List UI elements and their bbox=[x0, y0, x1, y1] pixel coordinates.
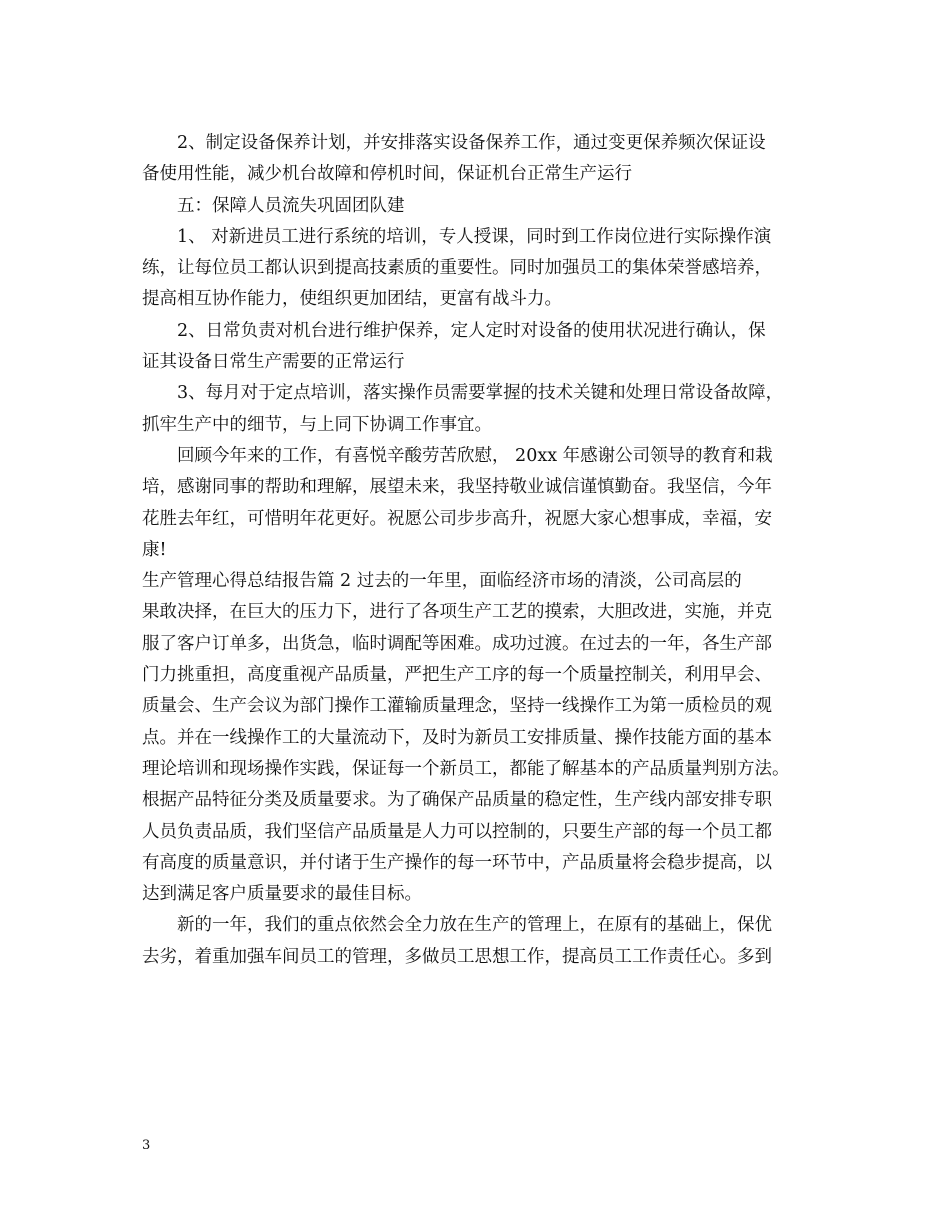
text-line: 备使用性能，减少机台故障和停机时间，保证机台正常生产运行 bbox=[142, 164, 632, 185]
text-line: 抓牢生产中的细节，与上同下协调工作事宜。 bbox=[142, 414, 492, 435]
text-line: 花胜去年红，可惜明年花更好。祝愿公司步步高升，祝愿大家心想事成，幸福，安 bbox=[142, 508, 772, 529]
text-line: 去劣，着重加强车间员工的管理，多做员工思想工作，提高员工工作责任心。多到 bbox=[142, 946, 772, 967]
text-line: 提高相互协作能力，使组织更加团结，更富有战斗力。 bbox=[142, 289, 562, 310]
section-heading: 五：保障人员流失巩固团队建 bbox=[177, 195, 405, 216]
text-line: 1、 对新进员工进行系统的培训，专人授课，同时到工作岗位进行实际操作演 bbox=[177, 226, 772, 247]
text-line: 新的一年，我们的重点依然会全力放在生产的管理上，在原有的基础上，保优 bbox=[177, 915, 772, 936]
text-line: 康! bbox=[142, 539, 167, 560]
page-number: 3 bbox=[142, 1138, 151, 1153]
text-line: 理论培训和现场操作实践，保证每一个新员工，都能了解基本的产品质量判别方法。 bbox=[142, 758, 790, 779]
text-line: 培，感谢同事的帮助和理解，展望未来，我坚持敬业诚信谨慎勤奋。我坚信，今年 bbox=[142, 477, 772, 498]
text-line: 质量会、生产会议为部门操作工灌输质量理念，坚持一线操作工为第一质检员的观 bbox=[142, 696, 772, 717]
text-line: 回顾今年来的工作，有喜悦辛酸劳苦欣慰， 20xx 年感谢公司领导的教育和栽 bbox=[177, 445, 773, 466]
text-line: 达到满足客户质量要求的最佳目标。 bbox=[142, 884, 422, 905]
text-line: 2、日常负责对机台进行维护保养，定人定时对设备的使用状况进行确认，保 bbox=[177, 320, 766, 341]
text-line: 服了客户订单多，出货急，临时调配等困难。成功过渡。在过去的一年，各生产部 bbox=[142, 633, 772, 654]
text-line: 2、制定设备保养计划，并安排落实设备保养工作，通过变更保养频次保证设 bbox=[177, 133, 766, 153]
text-line: 门力挑重担，高度重视产品质量，严把生产工序的每一个质量控制关，利用早会、 bbox=[142, 665, 772, 686]
text-line: 3、每月对于定点培训，落实操作员需要掌握的技术关键和处理日常设备故障， bbox=[177, 383, 784, 404]
text-line: 练，让每位员工都认识到提高技素质的重要性。同时加强员工的集体荣誉感培养， bbox=[142, 258, 772, 279]
text-line: 点。并在一线操作工的大量流动下，及时为新员工安排质量、操作技能方面的基本 bbox=[142, 727, 772, 748]
report-title-line: 生产管理心得总结报告篇 2 过去的一年里，面临经济市场的清淡，公司高层的 bbox=[142, 571, 742, 592]
text-line: 人员负责品质，我们坚信产品质量是人力可以控制的，只要生产部的每一个员工都 bbox=[142, 821, 772, 842]
text-line: 果敢决择，在巨大的压力下，进行了各项生产工艺的摸索，大胆改进，实施，并克 bbox=[142, 602, 772, 623]
text-line: 根据产品特征分类及质量要求。为了确保产品质量的稳定性，生产线内部安排专职 bbox=[142, 790, 772, 811]
text-line: 证其设备日常生产需要的正常运行 bbox=[142, 352, 405, 373]
text-line: 有高度的质量意识，并付诸于生产操作的每一环节中，产品质量将会稳步提高，以 bbox=[142, 852, 772, 873]
body-text bbox=[142, 128, 832, 973]
